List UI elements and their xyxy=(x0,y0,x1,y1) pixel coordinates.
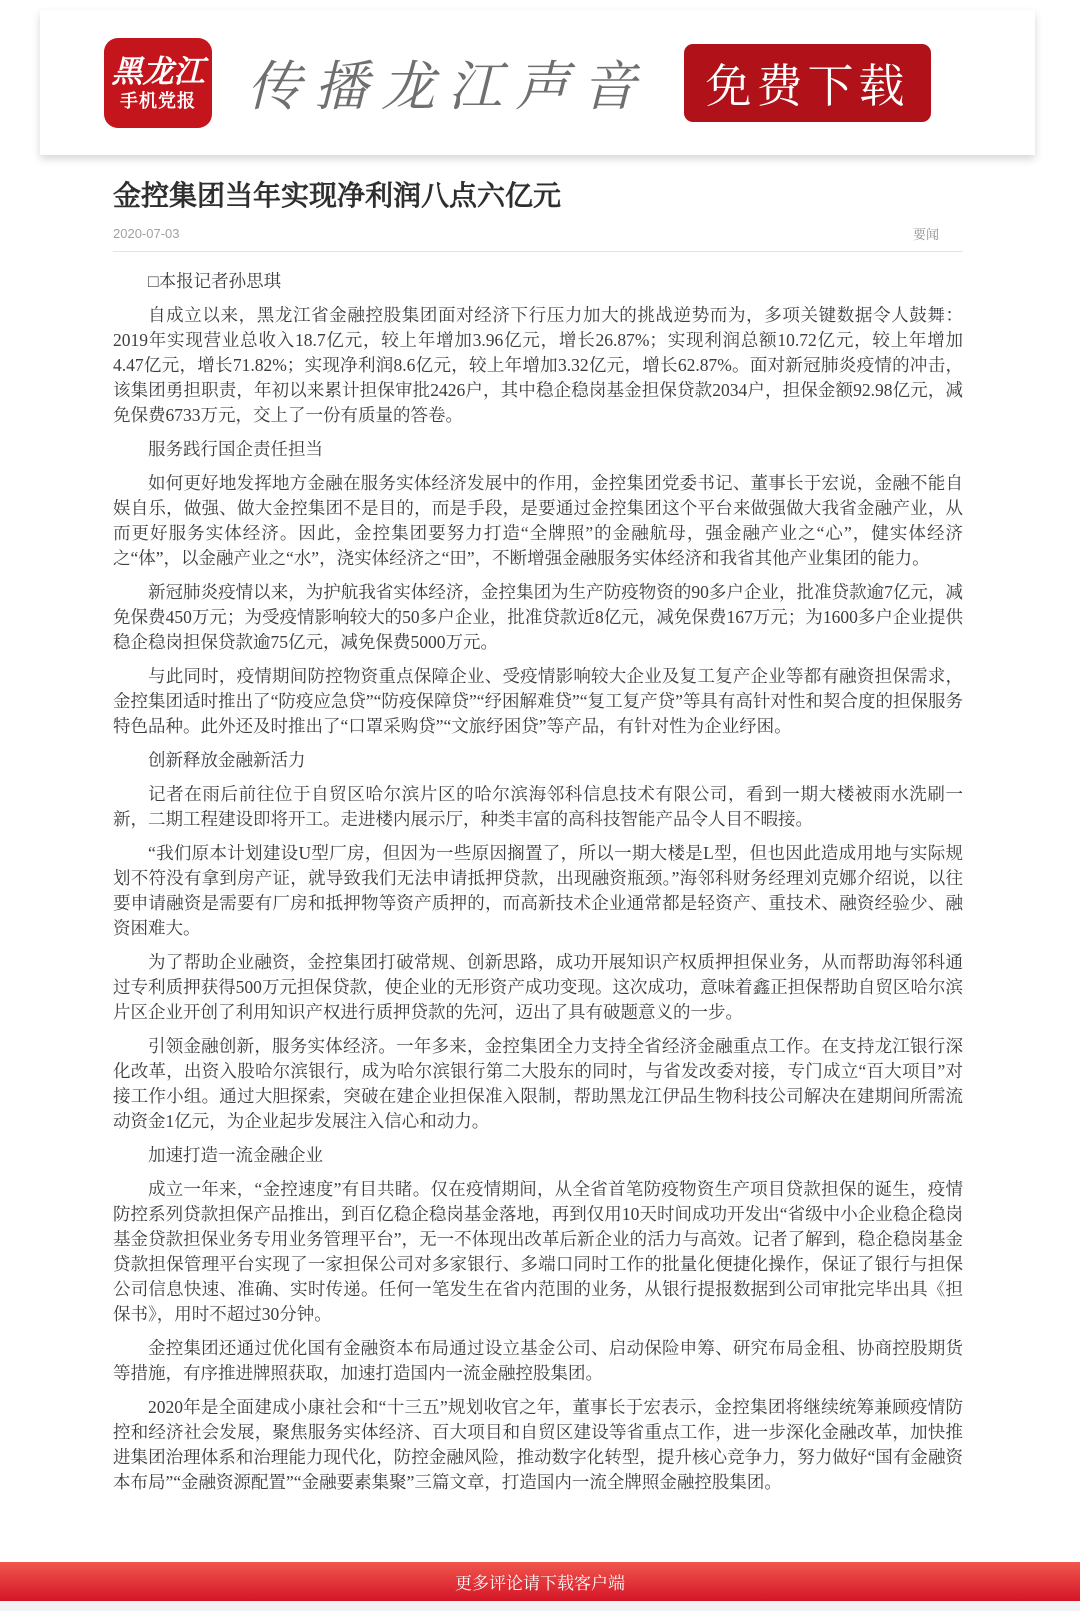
paragraph: 记者在雨后前往位于自贸区哈尔滨片区的哈尔滨海邻科信息技术有限公司，看到一期大楼被雨水洗刷一新，二期工程建设即将开工。走进楼内展示厅，种类丰富的高科技智能产品令人目不暇接。 xyxy=(113,784,963,829)
article-meta xyxy=(113,224,963,243)
page-bottom-strip xyxy=(0,1601,1080,1611)
section-heading: 服务践行国企责任担当 xyxy=(148,439,323,459)
paragraph: 金控集团还通过优化国有金融资本布局通过设立基金公司、启动保险申筹、研究布局金租、协商控股期货等措施，有序推进牌照获取，加速打造国内一流金融控股集团。 xyxy=(113,1338,963,1383)
section-heading: 加速打造一流金融企业 xyxy=(148,1145,323,1165)
meta-divider xyxy=(113,251,963,252)
article-title: 金控集团当年实现净利润八点六亿元 xyxy=(113,180,562,211)
download-client-bar[interactable] xyxy=(0,1562,1080,1601)
logo-subtitle: 手机党报 xyxy=(120,90,196,111)
paragraph: 与此同时，疫情期间防控物资重点保障企业、受疫情影响较大企业及复工复产企业等都有融资担保需求，金控集团适时推出了“防疫应急贷”“防疫保障贷”“纾困解难贷”“复工复产贷”等具有高针对性和契合度的担保服务特色品种。此外还及时推出了“口罩采购贷”“文旅纾困贷”等产品，有针对性为企业纾困。 xyxy=(113,666,963,736)
category-tag[interactable]: 要闻 xyxy=(912,227,939,242)
footer-label: 更多评论请下载客户端 xyxy=(455,1574,625,1593)
byline: □本报记者孙思琪 xyxy=(148,271,282,291)
paragraph: 2020年是全面建成小康社会和“十三五”规划收官之年，董事长于宏表示，金控集团将继续统筹兼顾疫情防控和经济社会发展，聚焦服务实体经济、百大项目和自贸区建设等省重点工作，进一步深化金融改革，加快推进集团治理体系和治理能力现代化，防控金融风险，推动数字化转型，提升核心竞争力，努力做好“国有金融资本布局”“金融资源配置”“金融要素集聚”三篇文章，打造国内一流全牌照金融控股集团。 xyxy=(113,1397,963,1492)
paragraph: 新冠肺炎疫情以来，为护航我省实体经济，金控集团为生产防疫物资的90多户企业，批准贷款逾7亿元，减免保费450万元；为受疫情影响较大的50多户企业，批准贷款近8亿元，减免保费167万元；为1600多户企业提供稳企稳岗担保贷款逾75亿元，减免保费5000万元。 xyxy=(113,582,963,652)
header-slogan: 传播龙江声音 xyxy=(247,57,649,117)
logo-title: 黑龙江 xyxy=(111,53,205,89)
article-body xyxy=(113,269,963,1495)
paragraph: 成立一年来，“金控速度”有目共睹。仅在疫情期间，从全省首笔防疫物资生产项目贷款担保的诞生，疫情防控系列贷款担保产品推出，到百亿稳企稳岗基金落地，再到仅用10天时间成功开发出“省级中小企业稳企稳岗基金贷款担保业务专用业务管理平台”，无一不体现出改革后新企业的活力与高效。记者了解到，稳企稳岗基金贷款担保管理平台实现了一家担保公司对多家银行、多端口同时工作的批量化便捷化操作，保证了银行与担保公司信息快速、准确、实时传递。任何一笔发生在省内范围的业务，从银行提报数据到公司审批完毕出具《担保书》，用时不超过30分钟。 xyxy=(113,1179,963,1324)
paragraph: 引领金融创新，服务实体经济。一年多来，金控集团全力支持全省经济金融重点工作。在支持龙江银行深化改革，出资入股哈尔滨银行，成为哈尔滨银行第二大股东的同时，与省发改委对接，专门成立“百大项目”对接工作小组。通过大胆探索，突破在建企业担保准入限制，帮助黑龙江伊品生物科技公司解决在建期间所需流动资金1亿元，为企业起步发展注入信心和动力。 xyxy=(113,1036,963,1131)
article-date: 2020-07-03 xyxy=(113,226,180,241)
app-logo[interactable] xyxy=(104,38,212,128)
download-button[interactable]: 免费下载 xyxy=(684,44,931,122)
paragraph: 如何更好地发挥地方金融在服务实体经济发展中的作用，金控集团党委书记、董事长于宏说，金融不能自娱自乐，做强、做大金控集团不是目的，而是手段，是要通过金控集团这个平台来做强做大我省金融产业，从而更好服务实体经济。因此，金控集团要努力打造“全牌照”的金融航母，强金融产业之“心”，健实体经济之“体”，以金融产业之“水”，浇实体经济之“田”，不断增强金融服务实体经济和我省其他产业集团的能力。 xyxy=(113,473,963,568)
paragraph: 自成立以来，黑龙江省金融控股集团面对经济下行压力加大的挑战逆势而为，多项关键数据令人鼓舞：2019年实现营业总收入18.7亿元，较上年增加3.96亿元，增长26.87%；实现利润总额10.72亿元，较上年增加4.47亿元，增长71.82%；实现净利润8.6亿元，较上年增加3.32亿元，增长62.87%。面对新冠肺炎疫情的冲击，该集团勇担职责，年初以来累计担保审批2426户，其中稳企稳岗基金担保贷款2034户，担保金额92.98亿元，减免保费6733万元，交上了一份有质量的答卷。 xyxy=(113,305,963,425)
article xyxy=(113,180,963,1504)
paragraph: 为了帮助企业融资，金控集团打破常规、创新思路，成功开展知识产权质押担保业务，从而帮助海邻科通过专利质押获得500万元担保贷款，使企业的无形资产成功变现。这次成功，意味着鑫正担保帮助自贸区哈尔滨片区企业开创了利用知识产权进行质押贷款的先河，迈出了具有破题意义的一步。 xyxy=(113,952,963,1022)
paragraph: “我们原本计划建设U型厂房，但因为一些原因搁置了，所以一期大楼是L型，但也因此造成用地与实际规划不符没有拿到房产证，就导致我们无法申请抵押贷款，出现融资瓶颈。”海邻科财务经理刘克娜介绍说，以往要申请融资是需要有厂房和抵押物等资产质押的，而高新技术企业通常都是轻资产、重技术、融资经验少、融资困难大。 xyxy=(113,843,963,938)
app-header xyxy=(40,10,1035,155)
section-heading: 创新释放金融新活力 xyxy=(148,750,306,770)
